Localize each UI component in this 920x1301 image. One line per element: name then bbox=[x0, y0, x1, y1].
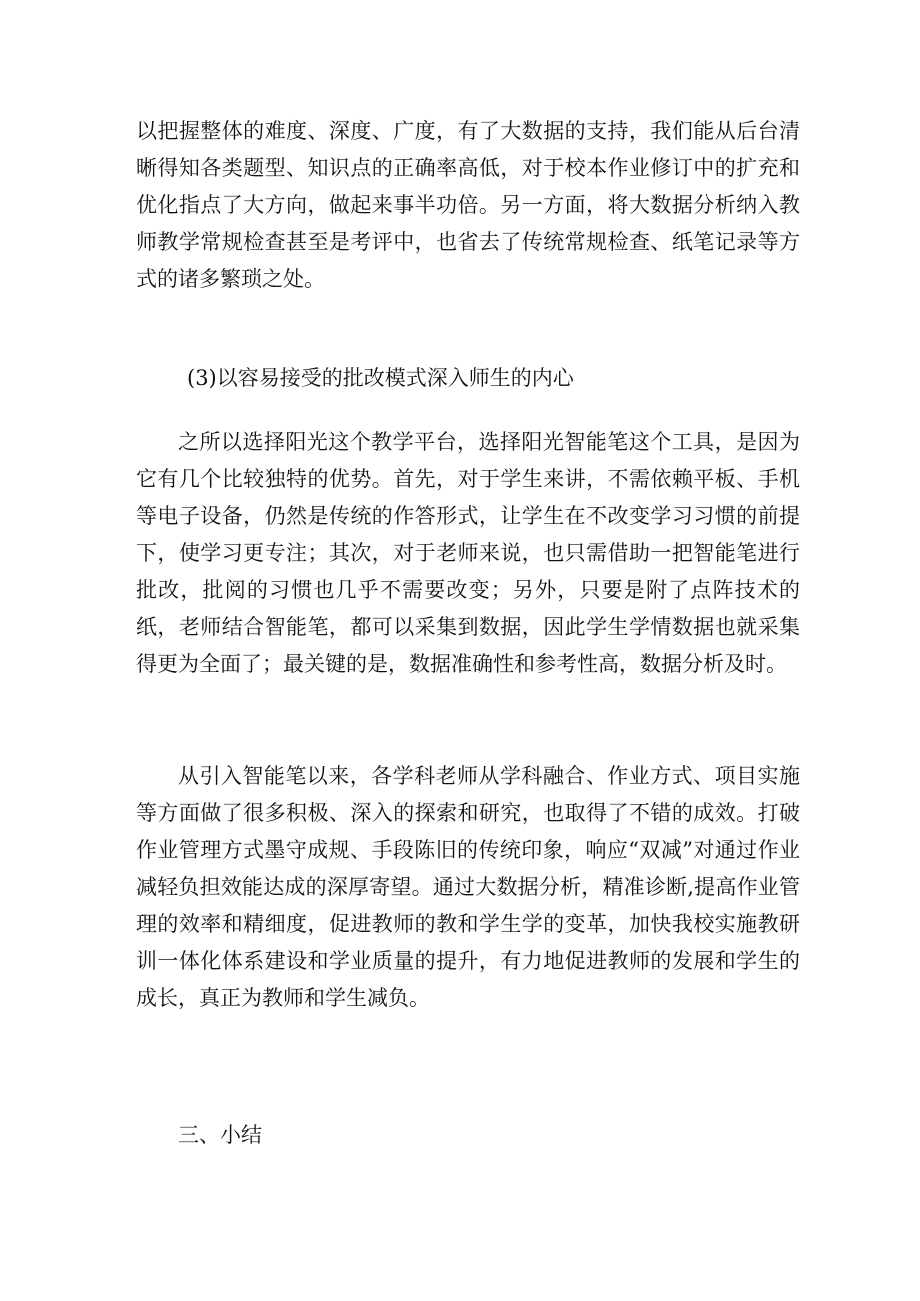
section-heading-summary: 三、小结 bbox=[178, 1123, 262, 1147]
sub-heading-grading-mode: (3)以容易接受的批改模式深入师生的内心 bbox=[187, 366, 574, 390]
paragraph-smart-pen-advantages: 之所以选择阳光这个教学平台，选择阳光智能笔这个工具，是因为它有几个比较独特的优势。首先，对于学生来讲，不需依赖平板、手机等电子设备，仍然是传统的作答形式，让学生在不改变学习习惯的前提下，使学习更专注；其次，对于老师来说，也只需借助一把智能笔进行批改，批阅的习惯也几乎不需要改变；另外，只要是附了点阵技术的纸，老师结合智能笔，都可以采集到数据，因此学生学情数据也就采集得更为全面了；最关键的是，数据准确性和参考性高，数据分析及时。 bbox=[136, 430, 800, 676]
paragraph-big-data-support: 以把握整体的难度、深度、广度，有了大数据的支持，我们能从后台清晰得知各类题型、知识点的正确率高低，对于校本作业修订中的扩充和优化指点了大方向，做起来事半功倍。另一方面，将大数据分析纳入教师教学常规检查甚至是考评中，也省去了传统常规检查、纸笔记录等方式的诸多繁琐之处。 bbox=[136, 119, 800, 291]
paragraph-smart-pen-results: 从引入智能笔以来，各学科老师从学科融合、作业方式、项目实施等方面做了很多积极、深入的探索和研究，也取得了不错的成效。打破作业管理方式墨守成规、手段陈旧的传统印象，响应“双减”对通过作业减轻负担效能达成的深厚寄望。通过大数据分析，精准诊断,提高作业管理的效率和精细度，促进教师的教和学生学的变革，加快我校实施教研训一体化体系建设和学业质量的提升，有力地促进教师的发展和学生的成长，真正为教师和学生减负。 bbox=[136, 764, 800, 1010]
